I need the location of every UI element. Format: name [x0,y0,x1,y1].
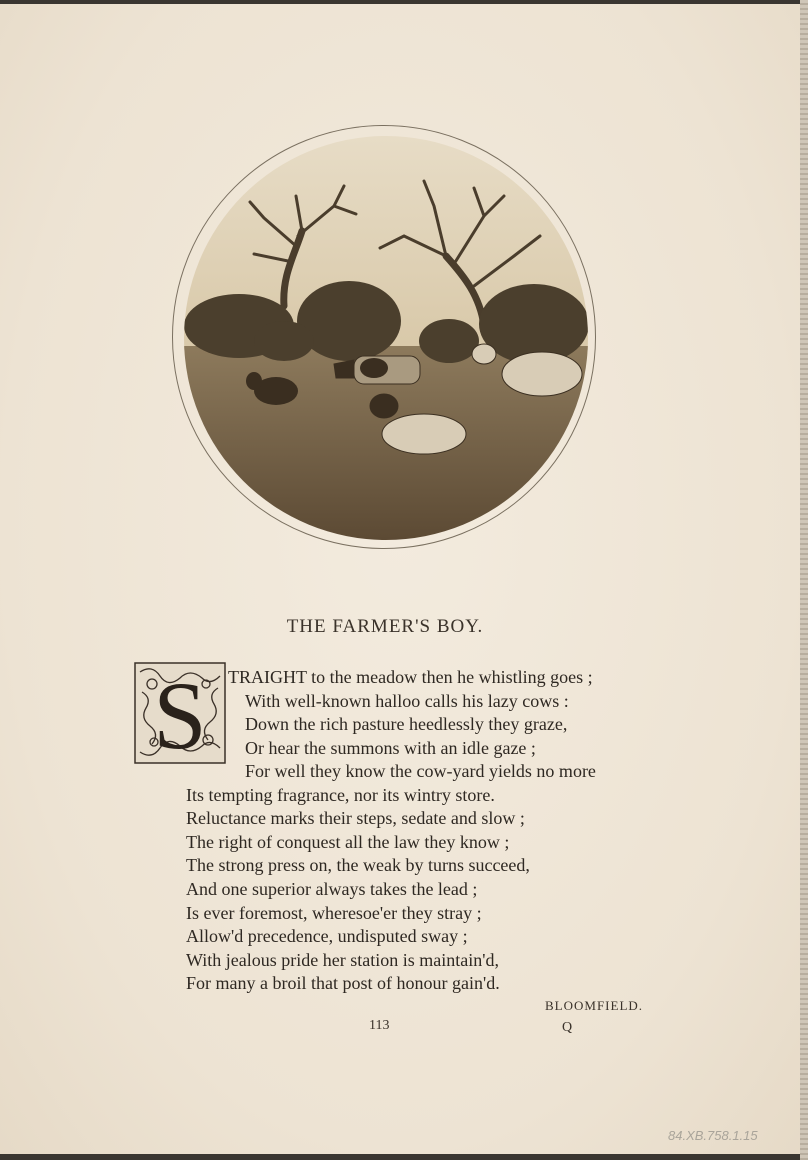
decorated-drop-cap-s-icon [134,662,226,764]
poem-line: For many a broil that post of honour gain'd. [186,973,500,993]
circular-photograph [184,136,588,540]
poem-line: Down the rich pasture heedlessly they graze, [245,714,568,734]
poem-line: Allow'd precedence, undisputed sway ; [186,926,468,946]
poem-line: Reluctance marks their steps, sedate and slow ; [186,808,525,828]
ornamental-initial [134,662,226,764]
poem-first-line: TRAIGHT to the meadow then he whistling goes ; [228,667,593,687]
drop-cap-letter: S [153,662,207,764]
signature-mark: Q [562,1020,573,1035]
meadow-cows-photo [184,136,588,540]
poem-line: For well they know the cow-yard yields no more [245,761,596,781]
poem-line: With jealous pride her station is maintain'd, [186,950,499,970]
poem-line: The strong press on, the weak by turns succeed, [186,855,530,875]
poem-title: THE FARMER'S BOY. [286,616,484,637]
page-edge [800,0,808,1160]
poem-line: Is ever foremost, wheresoe'er they stray ; [186,903,482,923]
poem-author: BLOOMFIELD. [545,998,644,1013]
poem-line: The right of conquest all the law they know ; [186,832,510,852]
page-number: 113 [369,1018,390,1033]
poem-line: Its tempting fragrance, nor its wintry store. [186,785,495,805]
poem-line: With well-known halloo calls his lazy cows : [245,691,569,711]
pencil-shelfmark: 84.XB.758.1.15 [668,1128,758,1143]
poem-line: And one superior always takes the lead ; [186,879,478,899]
poem-line: Or hear the summons with an idle gaze ; [245,738,536,758]
